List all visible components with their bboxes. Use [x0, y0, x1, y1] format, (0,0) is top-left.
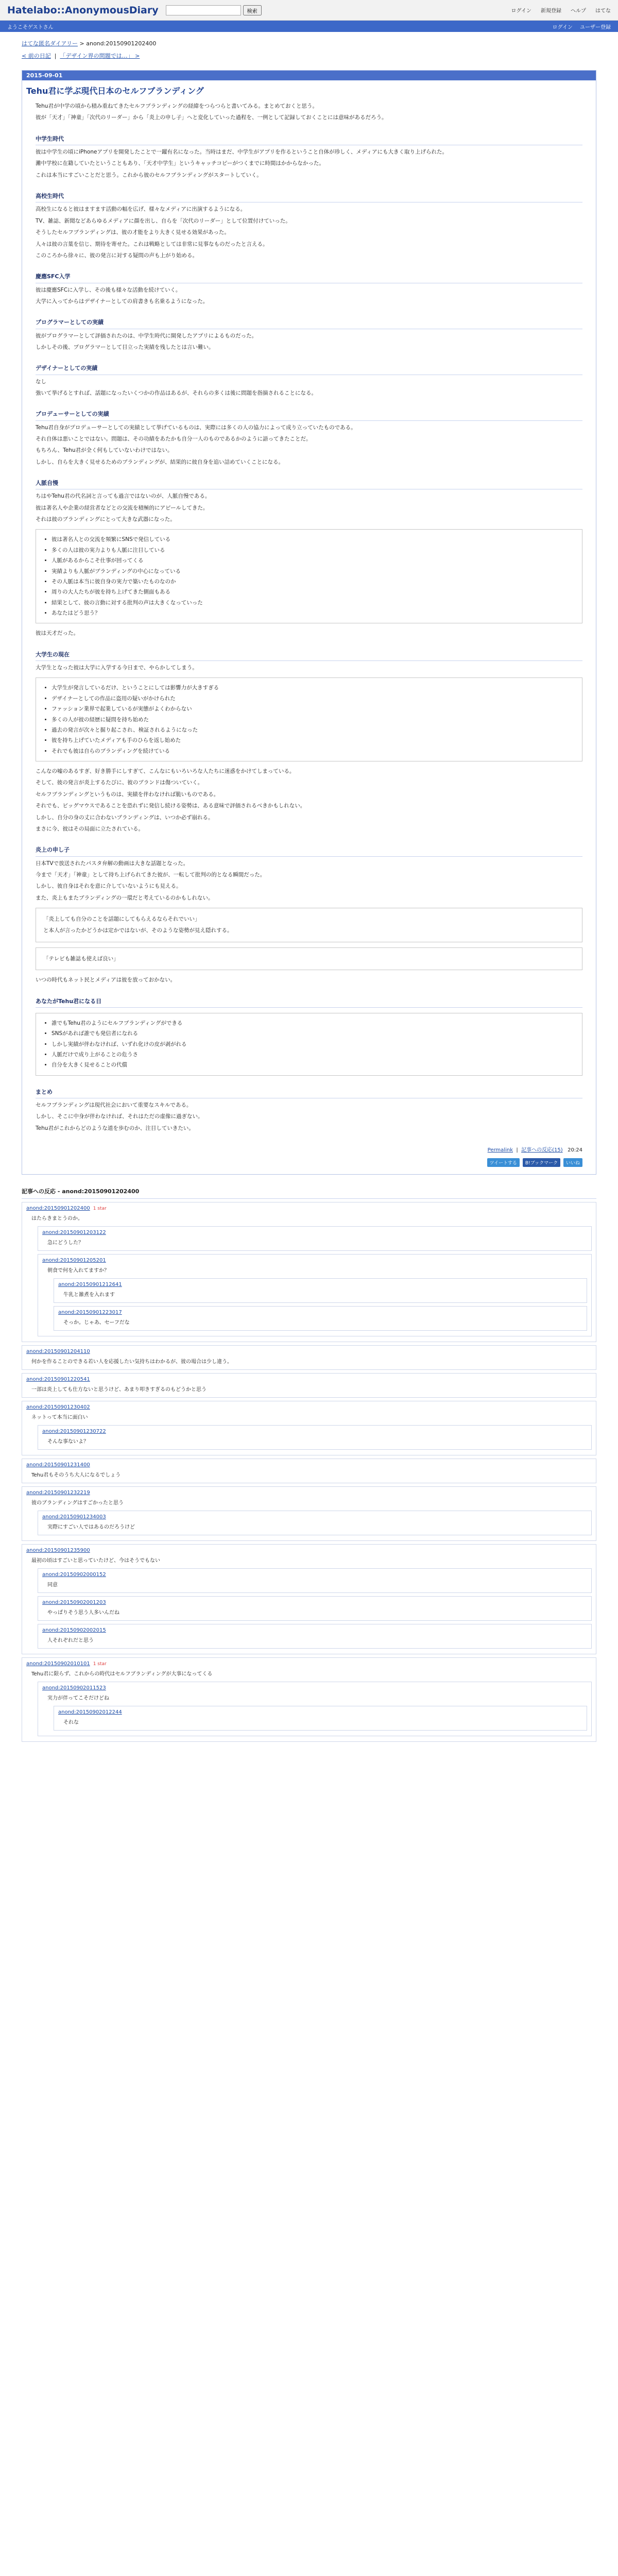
section-paragraph: 灘中学校に在籍していたということもあり、「天才中学生」というキャッチコピーがつくまでに時間はかからなかった。: [36, 160, 324, 167]
comment-replies: [54, 1706, 587, 1731]
section-paragraph: それでも、ビッグマウスであることを恐れずに発信し続ける姿勢は、ある意味で評価されるべきかもしれない。: [36, 803, 306, 809]
comment-head: [42, 1571, 587, 1579]
section-paragraph: 大学に入ってからはデザイナーとしての肩書きも名乗るようになった。: [36, 298, 209, 304]
section-paragraph: なし: [36, 378, 46, 385]
bullet-item: • それでも彼は自らのブランディングを続けている: [52, 747, 575, 756]
comment-text: 朝食で何を入れてますか？: [47, 1268, 109, 1274]
comment-link[interactable]: anond:20150902010101: [26, 1661, 90, 1667]
section-paragraph: 強いて挙げるとすれば、話題になったいくつかの作品はあるが、それらの多くは後に問題を指摘されることになる。: [36, 389, 317, 396]
comment: [22, 1486, 596, 1541]
comment-head: [42, 1428, 587, 1436]
section-paragraph: 日本TVで放送されたパスタ弁解の動画は大きな話題となった。: [36, 860, 189, 867]
section-paragraph: そして、彼の発言が炎上するたびに、彼のブランドは傷ついていく。: [36, 779, 203, 786]
comment: [54, 1278, 587, 1303]
breadcrumb-current: anond:20150901202400: [86, 40, 157, 47]
comment: [22, 1345, 596, 1370]
quote-text: 「テレビも雑誌も使えば良い」: [43, 955, 119, 962]
bullet-item: • 多くの人が彼の経歴に疑問を持ち始めた: [52, 715, 575, 724]
comment-head: [26, 1660, 592, 1668]
bullet-item: • あなたはどう思う？: [52, 608, 575, 618]
quote-sub: と本人が言ったかどうかは定かではないが、そのような姿勢が見え隠れする。: [43, 927, 233, 934]
bullet-item: • デザイナーとしての作品に盗用の疑いがかけられた: [52, 694, 575, 703]
bullet-item: • 周りの大人たちが彼を持ち上げてきた側面もある: [52, 587, 575, 597]
section-paragraph: ちはやTehu君の代名詞と言っても過言ではないのが、人脈自慢である。: [36, 493, 211, 500]
comment: [22, 1459, 596, 1483]
comment-link[interactable]: anond:20150901232219: [26, 1490, 90, 1496]
quote-box: [36, 908, 582, 942]
entry-title[interactable]: Tehu君に学ぶ現代日本のセルフブランディング: [26, 86, 204, 96]
section-paragraph: もちろん、Tehu君が全く何もしていないわけではない。: [36, 447, 173, 454]
bullet-item: • ファッション業界で起業しているが実態がよくわからない: [52, 704, 575, 714]
comment-link[interactable]: anond:20150901230722: [42, 1429, 106, 1434]
section-paragraph: いつの時代もネット民とメディアは彼を放っておかない。: [36, 977, 176, 984]
section-heading: プロデューサーとしての実績: [36, 409, 582, 420]
comment-link[interactable]: anond:20150902001203: [42, 1600, 106, 1605]
section-paragraph: 彼は慶應SFCに入学し、その後も様々な活動を続けていく。: [36, 286, 181, 293]
search-input[interactable]: [166, 5, 241, 15]
nav-login[interactable]: ログイン: [552, 24, 573, 30]
comment-replies: [38, 1511, 592, 1535]
comment-text: やっぱりそう思う人多いんだね: [47, 1610, 119, 1616]
comment-replies: [38, 1568, 592, 1649]
comment-text: 実際にすごい人ではあるのだろうけど: [47, 1524, 135, 1530]
help-link[interactable]: ヘルプ: [571, 8, 586, 14]
section-paragraph: また、炎上もまたブランディングの一環だと考えているのかもしれない。: [36, 894, 214, 901]
comment-head: [42, 1599, 587, 1607]
comment-text: 実力が伴ってこそだけどね: [47, 1696, 109, 1701]
nav-bar: [0, 21, 618, 32]
section-paragraph: 人々は彼の言葉を信じ、期待を寄せた。これは戦略としては非常に見事なものだったと言える。: [36, 241, 268, 247]
breadcrumb: [22, 39, 618, 47]
permalink[interactable]: Permalink: [487, 1147, 513, 1153]
section-paragraph: まさに今、彼はその局面に立たされている。: [36, 825, 144, 832]
comment-head: [26, 1547, 592, 1555]
bullet-item: • 彼は著名人との交流を頻繁にSNSで発信している: [52, 535, 575, 544]
comment-text: 急にどうした？: [47, 1240, 83, 1246]
comment-text: はたらきまとうのか。: [31, 1216, 83, 1222]
entry-date: 2015-09-01: [22, 71, 596, 80]
section-paragraph: しかし、自らを大きく見せるためのブランディングが、結果的に彼自身を追い詰めていくことになる。: [36, 459, 284, 465]
comment-head: [26, 1348, 592, 1356]
comment-text: 彼のブランディングはすごかったと思う: [31, 1500, 124, 1506]
comment-link[interactable]: anond:20150901212641: [58, 1282, 122, 1287]
bullet-item: • SNSがあれば誰でも発信者になれる: [52, 1029, 575, 1038]
comment: [38, 1425, 592, 1450]
entry-nav: < 前の日記 | 「デザイン界の問題では…」 >: [22, 53, 140, 59]
bullet-box: [36, 677, 582, 761]
bookmark-button[interactable]: B!ブックマーク: [523, 1158, 560, 1167]
comment-text: 人それぞれだと思う: [47, 1638, 94, 1643]
comments-list: [22, 1198, 596, 1742]
comment: [38, 1624, 592, 1649]
diary-entry: [22, 70, 596, 1175]
site-logo[interactable]: Hatelabo::AnonymousDiary: [7, 4, 159, 16]
bullet-item: • 大学生が発言しているだけ、ということにしては影響力が大きすぎる: [52, 683, 575, 692]
entry-time: 20:24: [568, 1147, 582, 1153]
register-link[interactable]: 新規登録: [541, 8, 561, 14]
comment-head: [42, 1257, 587, 1265]
section-paragraph: 今まで「天才」「神童」として持ち上げられてきた彼が、一転して批判の的となる瞬間だった。: [36, 871, 266, 878]
comment-text: 何かを作ることのできる若い人を応援したい気持ちはわかるが、彼の場合は少し違う。: [31, 1359, 232, 1365]
breadcrumb-home[interactable]: はてな匿名ダイアリー: [22, 40, 78, 47]
section-paragraph: それは彼のブランディングにとって大きな武器になった。: [36, 516, 176, 522]
section-paragraph: 高校生になると彼はますます活動の幅を広げ、様々なメディアに出演するようになる。: [36, 206, 246, 213]
comment: [38, 1682, 592, 1736]
top-bar: [0, 0, 618, 21]
comment-text: Tehu君に限らず、これからの時代はセルフブランディングが大事になってくる: [31, 1671, 213, 1677]
section-paragraph: これは本当にすごいことだと思う。これから彼のセルフブランディングがスタートしていく。: [36, 172, 262, 178]
comment-link[interactable]: anond:20150902012244: [58, 1709, 122, 1715]
comment: [22, 1401, 596, 1455]
comment-replies: [38, 1226, 592, 1336]
comment: [38, 1226, 592, 1251]
comment-text: それな: [63, 1720, 79, 1725]
bullet-item: • 人脈だけで成り上がることの危うさ: [52, 1050, 575, 1059]
section-heading: 大学生の現在: [36, 650, 582, 661]
section-paragraph: そうしたセルフブランディングは、彼の才能をより大きく見せる効果があった。: [36, 229, 230, 236]
comment-head: [26, 1461, 592, 1469]
section-paragraph: しかしその後、プログラマーとして目立った実績を残したとは言い難い。: [36, 344, 214, 350]
comment-head: [42, 1684, 587, 1692]
comment-link[interactable]: anond:20150901235900: [26, 1548, 90, 1553]
search-form: [166, 5, 262, 15]
section-paragraph: こんなの嘘のあるすぎ、好き勝手にしすぎて、こんなにもいろいろな人たちに迷惑をかけてしまっている。: [36, 768, 295, 774]
comment: [22, 1373, 596, 1398]
section-paragraph: しかし、そこに中身が伴わなければ、それはただの虚像に過ぎない。: [36, 1113, 203, 1120]
comment-replies: [38, 1425, 592, 1450]
like-button[interactable]: いいね: [563, 1158, 582, 1167]
comment: [38, 1596, 592, 1621]
comment-head: [58, 1309, 582, 1317]
comment-head: [26, 1376, 592, 1384]
section-paragraph: しかし、彼自身はそれを意に介していないようにも見える。: [36, 883, 182, 890]
entry-footer: Permalink | 記事への反応(15) 20:24: [487, 1147, 582, 1153]
share-buttons: [22, 1158, 596, 1174]
login-link[interactable]: ログイン: [511, 8, 531, 14]
prev-entry-link[interactable]: < 前の日記: [22, 53, 51, 59]
comment: [38, 1568, 592, 1593]
comment-head: [58, 1708, 582, 1717]
comment-head: [26, 1489, 592, 1497]
comment: [38, 1254, 592, 1336]
section-paragraph: TV、雑誌、新聞などあらゆるメディアに顔を出し、自らを「次代のリーダー」として位置付けていった。: [36, 217, 291, 224]
section-paragraph: Tehu君自身がプロデューサーとしての実績として挙げているものは、実際には多くの人の協力によって成り立っていたものである。: [36, 424, 356, 431]
section-paragraph: 彼がプログラマーとして評価されたのは、中学生時代に開発したアプリによるものだった。: [36, 332, 258, 339]
comment: [22, 1544, 596, 1654]
bullet-item: • 自分を大きく見せることの代償: [52, 1060, 575, 1070]
comment-text: 同意: [47, 1582, 58, 1588]
comment: [22, 1657, 596, 1742]
comment-link[interactable]: anond:20150902011523: [42, 1685, 106, 1691]
comment-link[interactable]: anond:20150902000152: [42, 1572, 106, 1578]
comment-head: [42, 1513, 587, 1521]
comment: [38, 1511, 592, 1535]
section-heading: まとめ: [36, 1087, 582, 1098]
comment-text: 最初の頃はすごいと思っていたけど、今はそうでもない: [31, 1558, 160, 1564]
comments-title: 記事への反応 - anond:20150901202400: [22, 1188, 140, 1195]
section-paragraph: 大学生となった彼は大学に入学する今日まで、やらかしてしまう。: [36, 665, 198, 671]
section-paragraph: 彼は著名人や企業の経営者などとの交流を積極的にアピールしてきた。: [36, 504, 209, 511]
section-paragraph: しかし、自分の身の丈に合わないブランディングは、いつか必ず崩れる。: [36, 814, 214, 821]
tweet-button[interactable]: ツイートする: [487, 1158, 520, 1167]
section-heading: 炎上の申し子: [36, 845, 582, 856]
search-button[interactable]: 検索: [243, 5, 262, 15]
comment-link[interactable]: anond:20150902002015: [42, 1628, 106, 1633]
bullet-box: [36, 529, 582, 623]
quote-text: 「炎上しても自分のことを話題にしてもらえるならそれでいい」: [43, 916, 200, 922]
comment-text: 一部は炎上しても仕方ないと思うけど、あまり叩きすぎるのもどうかと思う: [31, 1387, 207, 1393]
section-heading: 高校生時代: [36, 191, 582, 202]
comment-link[interactable]: anond:20150901230402: [26, 1404, 90, 1410]
section-paragraph: このころから徐々に、彼の発言に対する疑問の声も上がり始める。: [36, 252, 198, 259]
hatena-link[interactable]: はてな: [595, 8, 611, 14]
comment-text: そんな事ないよ？: [47, 1439, 89, 1445]
entry-body: [22, 101, 596, 1145]
comment-link[interactable]: anond:20150901205201: [42, 1258, 106, 1263]
bullet-item: • 過去の発言が次々と掘り起こされ、検証されるようになった: [52, 725, 575, 735]
comment-text: ネットって本当に面白い: [31, 1415, 88, 1420]
comment-head: [26, 1205, 592, 1213]
comment: [54, 1306, 587, 1331]
comment-replies: [38, 1682, 592, 1736]
section-heading: プログラマーとしての実績: [36, 317, 582, 329]
comment-head: [58, 1281, 582, 1289]
star-badge: 1 star: [93, 1662, 107, 1667]
section-paragraph: Tehu君がこれからどのような道を歩むのか、注目していきたい。: [36, 1125, 194, 1131]
nav-register[interactable]: ユーザー登録: [580, 24, 611, 30]
bullet-item: • 彼を持ち上げていたメディアも手のひらを返し始めた: [52, 736, 575, 745]
bullet-item: • その人脈は本当に彼自身の実力で築いたものなのか: [52, 577, 575, 586]
bullet-item: • 実績よりも人脈がブランディングの中心になっている: [52, 567, 575, 576]
section-heading: あなたがTehu君になる日: [36, 996, 582, 1008]
comment-link[interactable]: anond:20150901231400: [26, 1462, 90, 1468]
comment-text: そっか。じゃあ、セーフだな: [63, 1320, 130, 1326]
quote-box: [36, 947, 582, 970]
comment-link[interactable]: anond:20150901203122: [42, 1230, 106, 1235]
section-paragraph: 彼が「天才」「神童」「次代のリーダー」から「炎上の申し子」へと変化していった過程を、一例として記録しておくことには意味があるだろう。: [36, 114, 387, 121]
comment-head: [26, 1403, 592, 1412]
comment: [54, 1706, 587, 1731]
welcome-text: ようこそゲストさん: [7, 24, 54, 30]
section-paragraph: セルフブランディングは現代社会において重要なスキルである。: [36, 1101, 192, 1108]
comment-link[interactable]: anond:20150901204110: [26, 1349, 90, 1354]
mid-text: 彼は天才だった。: [36, 630, 79, 637]
bullet-item: • 多くの人は彼の実力よりも人脈に注目している: [52, 546, 575, 555]
bullet-item: • 結果として、彼の言動に対する批判の声は大きくなっていった: [52, 598, 575, 607]
comment-link[interactable]: anond:20150901223017: [58, 1310, 122, 1315]
comment-text: 牛乳と雑煮を入れます: [63, 1292, 115, 1298]
section-heading: 慶應SFC入学: [36, 272, 582, 283]
reactions-link[interactable]: 記事への反応(15): [521, 1147, 563, 1153]
comment-link[interactable]: anond:20150901220541: [26, 1377, 90, 1382]
bullet-box: [36, 1013, 582, 1076]
header-links: [511, 6, 611, 14]
comment-link[interactable]: anond:20150901234003: [42, 1514, 106, 1520]
comment: [22, 1202, 596, 1342]
comment-head: [42, 1229, 587, 1237]
related-entry-link[interactable]: 「デザイン界の問題では…」 >: [60, 53, 140, 59]
section-paragraph: セルフブランディングというものは、実績を伴わなければ脆いものである。: [36, 791, 219, 798]
section-heading: 中学生時代: [36, 134, 582, 145]
section-paragraph: Tehu君が中学の頃から積み重ねてきたセルフブランディングの経緯をつらつらと書いてみる。まとめておくと思う。: [36, 103, 318, 109]
breadcrumb-sep: >: [78, 40, 87, 47]
section-heading: 人脈自慢: [36, 478, 582, 489]
comment-head: [42, 1626, 587, 1635]
comment-link[interactable]: anond:20150901202400: [26, 1206, 90, 1211]
comment-text: Tehu君もそのうち大人になるでしょう: [31, 1472, 121, 1478]
comment-replies: [54, 1278, 587, 1331]
section-heading: デザイナーとしての実績: [36, 363, 582, 375]
section-paragraph: 彼は中学生の頃にiPhoneアプリを開発したことで一躍有名になった。当時はまだ、中学生がアプリを作るということ自体が珍しく、メディアにも大きく取り上げられた。: [36, 149, 448, 155]
star-badge: 1 star: [93, 1206, 107, 1211]
section-paragraph: それ自体は悪いことではない。問題は、その功績をあたかも自分一人のものであるかのように語ってきたことだ。: [36, 435, 312, 442]
bullet-item: • 誰でもTehu君のようにセルフブランディングができる: [52, 1019, 575, 1028]
bullet-item: • しかし実績が伴わなければ、いずれ化けの皮が剥がれる: [52, 1040, 575, 1049]
bullet-item: • 人脈があるからこそ仕事が回ってくる: [52, 556, 575, 565]
